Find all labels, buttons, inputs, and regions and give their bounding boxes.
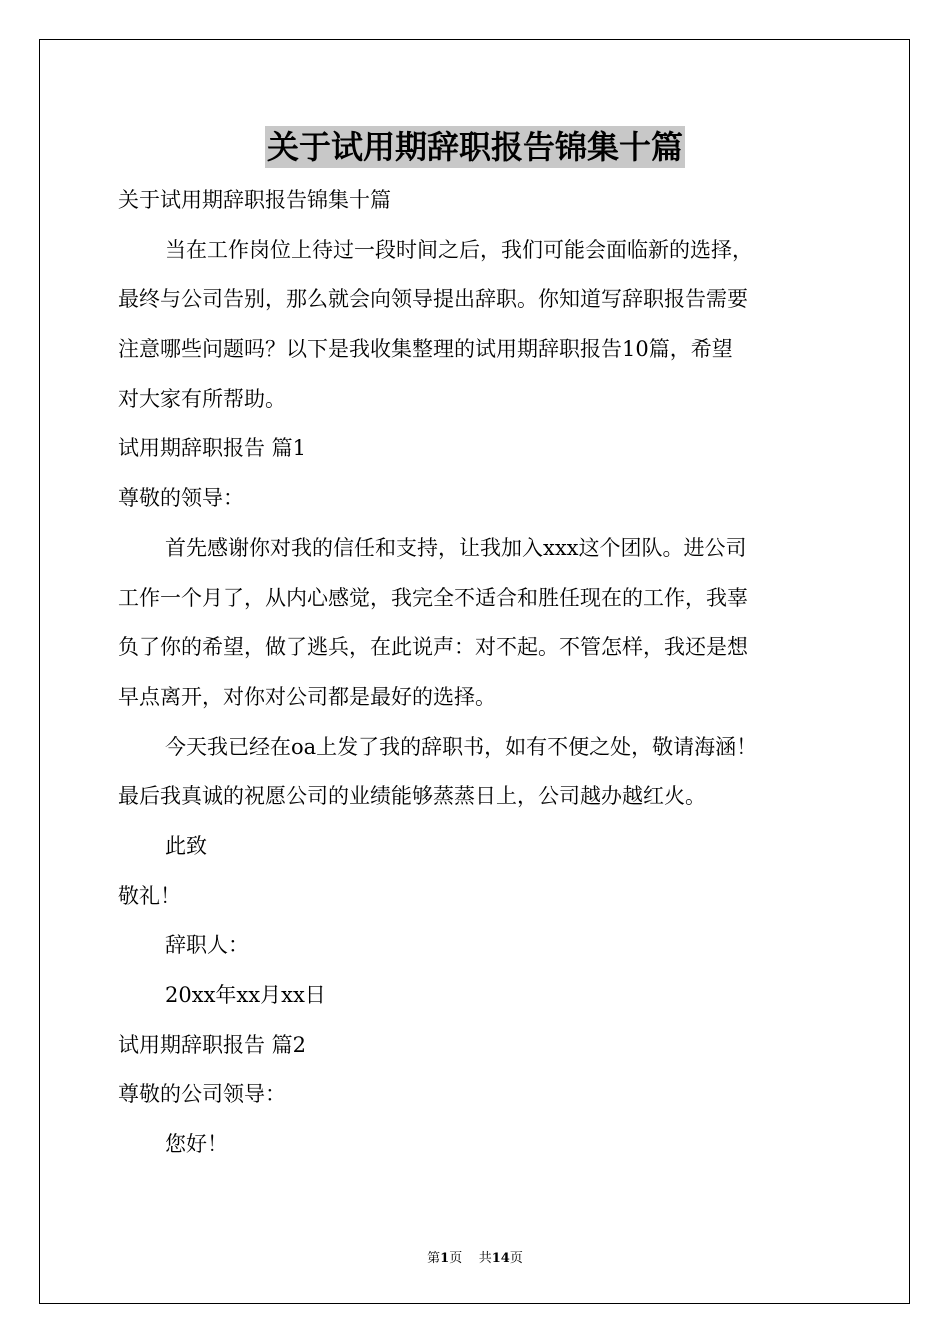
page-number-suffix: 页 xyxy=(449,1251,463,1266)
document-title: 关于试用期辞职报告锦集十篇 xyxy=(266,128,683,166)
text-line: 早点离开，对你对公司都是最好的选择。 xyxy=(118,684,496,709)
text-line: 工作一个月了，从内心感觉，我完全不适合和胜任现在的工作，我辜 xyxy=(118,585,748,610)
text-line: 试用期辞职报告 篇2 xyxy=(118,1032,307,1057)
title-container xyxy=(0,126,950,168)
page-total-suffix: 页 xyxy=(509,1251,523,1266)
text-line: 最终与公司告别，那么就会向领导提出辞职。你知道写辞职报告需要 xyxy=(118,287,748,312)
text-line: 首先感谢你对我的信任和支持，让我加入xxx这个团队。进公司 xyxy=(165,535,747,560)
text-line: 您好！ xyxy=(165,1132,228,1157)
page-total-prefix: 共 xyxy=(478,1251,492,1266)
text-line: 敬礼！ xyxy=(118,883,181,908)
page-number-prefix: 第 xyxy=(427,1251,441,1266)
text-line: 尊敬的公司领导： xyxy=(118,1082,286,1107)
text-line: 辞职人： xyxy=(165,933,249,958)
text-line: 试用期辞职报告 篇1 xyxy=(118,436,307,461)
page-number-current: 1 xyxy=(440,1251,450,1266)
text-line: 此致 xyxy=(165,833,207,858)
text-line: 负了你的希望，做了逃兵，在此说声：对不起。不管怎样，我还是想 xyxy=(118,635,748,660)
text-line: 最后我真诚的祝愿公司的业绩能够蒸蒸日上，公司越办越红火。 xyxy=(118,784,706,809)
text-line: 今天我已经在oa上发了我的辞职书，如有不便之处，敬请海涵！ xyxy=(165,734,758,759)
text-line: 关于试用期辞职报告锦集十篇 xyxy=(118,188,391,212)
text-line: 尊敬的领导： xyxy=(118,486,244,511)
page-footer xyxy=(0,1247,950,1266)
text-line: 对大家有所帮助。 xyxy=(118,386,286,411)
text-line: 20xx年xx月xx日 xyxy=(165,983,326,1007)
text-line: 当在工作岗位上待过一段时间之后，我们可能会面临新的选择， xyxy=(165,237,753,262)
document-body xyxy=(118,176,838,1170)
page-total: 14 xyxy=(491,1251,510,1266)
text-line: 注意哪些问题吗？以下是我收集整理的试用期辞职报告10篇，希望 xyxy=(118,337,733,362)
